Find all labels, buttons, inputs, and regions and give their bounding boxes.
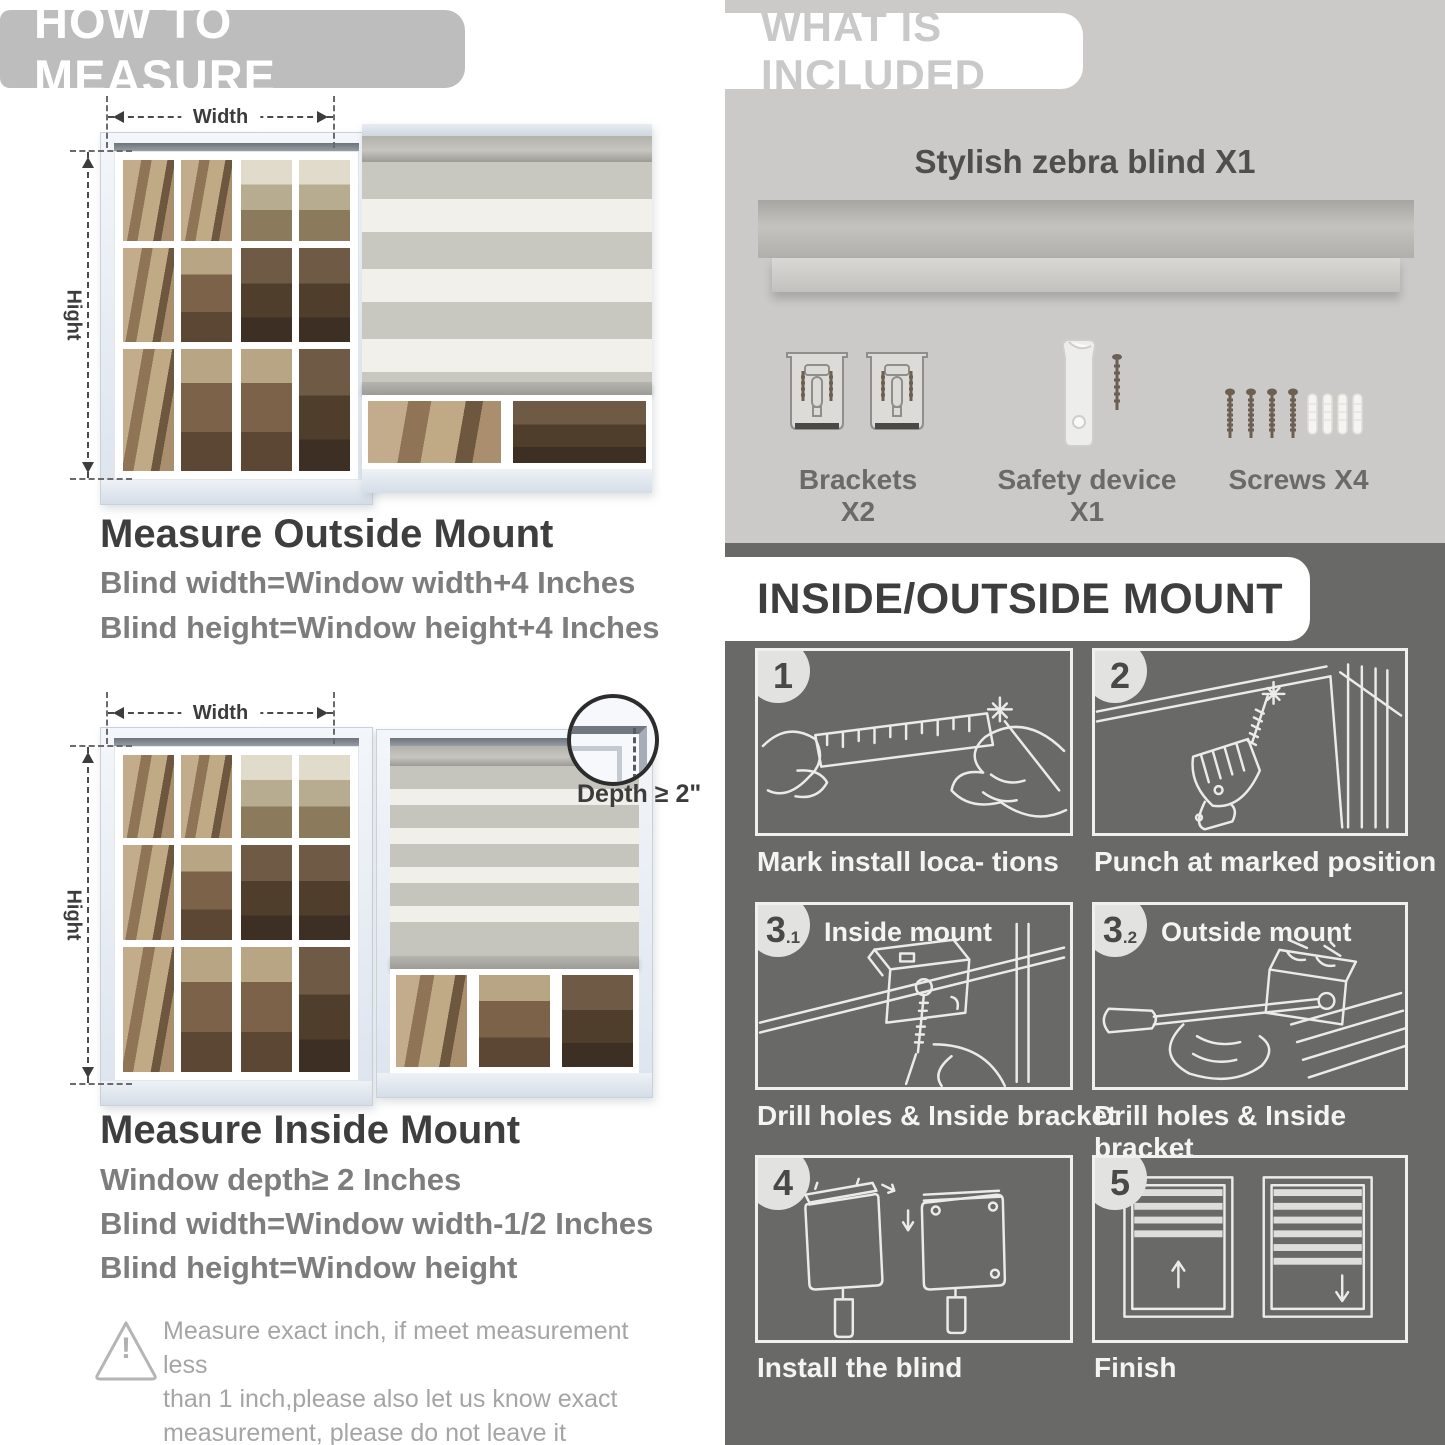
step-3-1-title: Inside mount <box>824 917 992 947</box>
inside-mount-title: Measure Inside Mount <box>100 1108 521 1152</box>
exclamation-mark: ! <box>121 1332 131 1365</box>
inside-mount-line2: Blind width=Window width-1/2 Inches <box>100 1206 654 1241</box>
step-3-1-caption: Drill holes & Inside bracket <box>757 1100 1117 1131</box>
step-4-badge: 4 <box>755 1155 810 1210</box>
warning-line3: measurement, please do not leave it <box>163 1419 567 1445</box>
width-dimension-inside <box>108 702 333 724</box>
safety-device-image <box>1055 336 1135 459</box>
window-sash-left <box>123 755 232 1072</box>
height-dimension-outside <box>62 152 89 478</box>
blind-headrail-image <box>758 200 1414 258</box>
height-tick-bottom <box>70 1083 132 1085</box>
step-3-2-caption: Drill holes & Inside bracket <box>1094 1100 1347 1163</box>
depth-magnifier-circle <box>567 694 659 786</box>
blind-window-sill <box>362 469 652 493</box>
window-sash-right <box>241 160 350 471</box>
what-is-included-title: WHAT IS INCLUDED <box>761 3 986 98</box>
outside-mount-window-illustration <box>100 132 373 505</box>
step-3-2-title: Outside mount <box>1161 917 1352 947</box>
blind-headrail-valance <box>772 258 1400 292</box>
mount-title: INSIDE/OUTSIDE MOUNT <box>757 574 1284 623</box>
height-tick-top <box>70 150 132 152</box>
height-tick-top <box>70 745 132 747</box>
warning-text <box>163 1314 633 1445</box>
window-lower-panes <box>390 969 639 1073</box>
step-3-2-panel <box>1092 902 1408 1090</box>
brackets-label: Brackets X2 <box>798 464 918 527</box>
step-5-caption: Finish <box>1094 1352 1177 1383</box>
window-top-jamb <box>114 143 359 151</box>
outside-mount-line1: Blind width=Window width+4 Inches <box>100 565 636 600</box>
step-1-caption: Mark install loca- tions <box>757 846 1059 877</box>
warning-icon <box>93 1318 159 1382</box>
outside-mount-blind-illustration <box>362 124 652 493</box>
window-sill <box>101 480 372 504</box>
outside-mount-line2: Blind height=Window height+4 Inches <box>100 610 660 645</box>
step-1-badge: 1 <box>755 648 810 703</box>
window-sill <box>101 1081 372 1105</box>
window-sashes <box>114 151 359 480</box>
height-dimension-inside <box>62 747 89 1083</box>
inside-mount-line1: Window depth≥ 2 Inches <box>100 1162 462 1197</box>
width-label: Width <box>181 700 260 726</box>
height-label: Hight <box>62 879 85 950</box>
step-1-panel <box>755 648 1073 836</box>
what-is-included-banner <box>725 3 1083 98</box>
zebra-stripes <box>362 162 652 382</box>
step-3-2-badge: 3 .2 <box>1092 902 1147 957</box>
step-2-panel <box>1092 648 1408 836</box>
step-2-caption: Punch at marked position <box>1094 846 1437 877</box>
inside-mount-window-illustration <box>100 727 373 1106</box>
brackets-image <box>783 345 933 450</box>
how-to-measure-title: HOW TO MEASURE <box>34 0 277 103</box>
step-5-badge: 5 <box>1092 1155 1147 1210</box>
blind-bottom-rail <box>362 382 652 395</box>
screws-label: Screws X4 <box>1228 464 1369 495</box>
step-4-panel <box>755 1155 1073 1343</box>
step-3-1-panel <box>755 902 1073 1090</box>
depth-measure-line <box>633 728 636 780</box>
height-label: Hight <box>62 279 85 350</box>
blind-cassette <box>362 136 652 162</box>
mount-banner <box>725 557 1310 641</box>
step-4-caption: Install the blind <box>757 1352 963 1383</box>
step-3-1-badge: 3 .1 <box>755 902 810 957</box>
blind-solid-band <box>390 940 639 956</box>
window-sash-right <box>241 755 350 1072</box>
window-sliver <box>362 395 652 469</box>
product-label: Stylish zebra blind X1 <box>914 143 1256 180</box>
depth-label: Depth ≥ 2" <box>577 780 702 808</box>
outside-mount-title: Measure Outside Mount <box>100 512 554 556</box>
inside-mount-line3: Blind height=Window height <box>100 1250 518 1285</box>
warning-line1: Measure exact inch, if meet measurement less <box>163 1317 629 1379</box>
step-2-badge: 2 <box>1092 648 1147 703</box>
warning-line2: than 1 inch,please also let us know exact <box>163 1385 618 1413</box>
blind-top-frame <box>362 124 652 136</box>
screws-image <box>1222 386 1372 451</box>
width-label: Width <box>181 104 260 130</box>
window-sash-left <box>123 160 232 471</box>
window-sill <box>377 1073 652 1097</box>
width-dimension-outside <box>108 106 333 128</box>
how-to-measure-banner <box>0 0 465 103</box>
window-top-jamb <box>114 738 359 746</box>
window-sashes <box>114 746 359 1081</box>
safety-device-label: Safety device X1 <box>997 464 1177 527</box>
step-5-panel <box>1092 1155 1408 1343</box>
height-tick-bottom <box>70 478 132 480</box>
blind-bottom-rail <box>390 956 639 969</box>
